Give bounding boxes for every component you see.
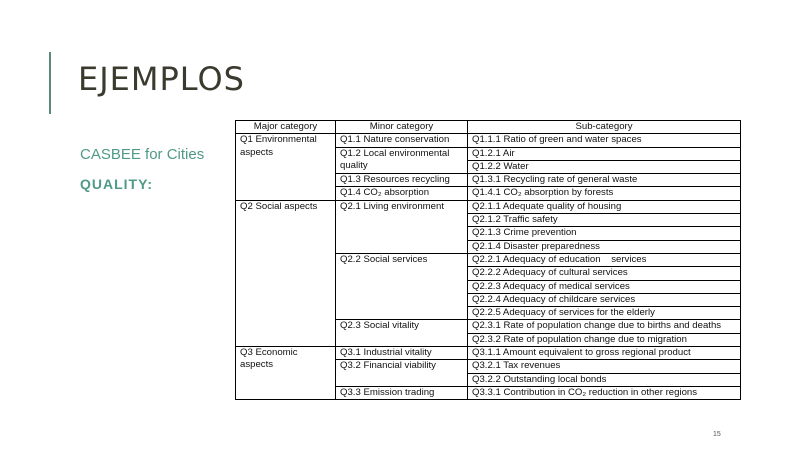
minor-category-cell: Q1.2 Local environmental quality: [336, 147, 468, 174]
sub-category-cell: Q2.1.2 Traffic safety: [468, 214, 741, 227]
title-accent-line: [49, 52, 51, 114]
sub-category-cell: Q2.3.2 Rate of population change due to migration: [468, 333, 741, 346]
casbee-quality-table: [235, 120, 741, 400]
sub-category-cell: Q2.1.4 Disaster preparedness: [468, 240, 741, 253]
sub-category-cell: Q2.2.1 Adequacy of education services: [468, 253, 741, 266]
sub-category-cell: Q2.2.4 Adequacy of childcare services: [468, 293, 741, 306]
sub-category-cell: Q2.1.3 Crime prevention: [468, 227, 741, 240]
minor-category-cell: Q1.4 CO₂ absorption: [336, 187, 468, 200]
sub-category-cell: Q1.4.1 CO₂ absorption by forests: [468, 187, 741, 200]
minor-category-cell: Q2.3 Social vitality: [336, 320, 468, 347]
major-category-cell: Q3 Economic aspects: [236, 347, 336, 400]
sub-category-cell: Q3.3.1 Contribution in CO₂ reduction in other regions: [468, 386, 741, 399]
major-category-cell: Q1 Environmental aspects: [236, 134, 336, 200]
sub-category-cell: Q3.2.2 Outstanding local bonds: [468, 373, 741, 386]
table-header-row: [236, 121, 741, 134]
header-minor-category: Minor category: [336, 121, 468, 134]
sub-category-cell: Q3.2.1 Tax revenues: [468, 360, 741, 373]
section-label: QUALITY:: [80, 176, 154, 192]
table-row: [236, 347, 741, 360]
header-major-category: Major category: [236, 121, 336, 134]
minor-category-cell: Q3.1 Industrial vitality: [336, 347, 468, 360]
minor-category-cell: Q2.2 Social services: [336, 253, 468, 319]
header-sub-category: Sub-category: [468, 121, 741, 134]
slide-title: EJEMPLOS: [78, 60, 245, 98]
sub-category-cell: Q1.3.1 Recycling rate of general waste: [468, 174, 741, 187]
sub-category-cell: Q1.2.1 Air: [468, 147, 741, 160]
sub-category-cell: Q2.2.3 Adequacy of medical services: [468, 280, 741, 293]
minor-category-cell: Q2.1 Living environment: [336, 200, 468, 253]
minor-category-cell: Q3.3 Emission trading: [336, 386, 468, 399]
minor-category-cell: Q3.2 Financial viability: [336, 360, 468, 387]
sub-category-cell: Q1.2.2 Water: [468, 160, 741, 173]
page-number: 15: [713, 431, 721, 438]
sub-category-cell: Q1.1.1 Ratio of green and water spaces: [468, 134, 741, 147]
minor-category-cell: Q1.1 Nature conservation: [336, 134, 468, 147]
table-row: [236, 200, 741, 213]
slide-subtitle: CASBEE for Cities: [80, 146, 205, 163]
minor-category-cell: Q1.3 Resources recycling: [336, 174, 468, 187]
table-row: [236, 134, 741, 147]
sub-category-cell: Q3.1.1 Amount equivalent to gross regional product: [468, 347, 741, 360]
sub-category-cell: Q2.2.5 Adequacy of services for the elderly: [468, 307, 741, 320]
sub-category-cell: Q2.1.1 Adequate quality of housing: [468, 200, 741, 213]
sub-category-cell: Q2.2.2 Adequacy of cultural services: [468, 267, 741, 280]
table-body: [236, 134, 741, 400]
major-category-cell: Q2 Social aspects: [236, 200, 336, 346]
sub-category-cell: Q2.3.1 Rate of population change due to births and deaths: [468, 320, 741, 333]
